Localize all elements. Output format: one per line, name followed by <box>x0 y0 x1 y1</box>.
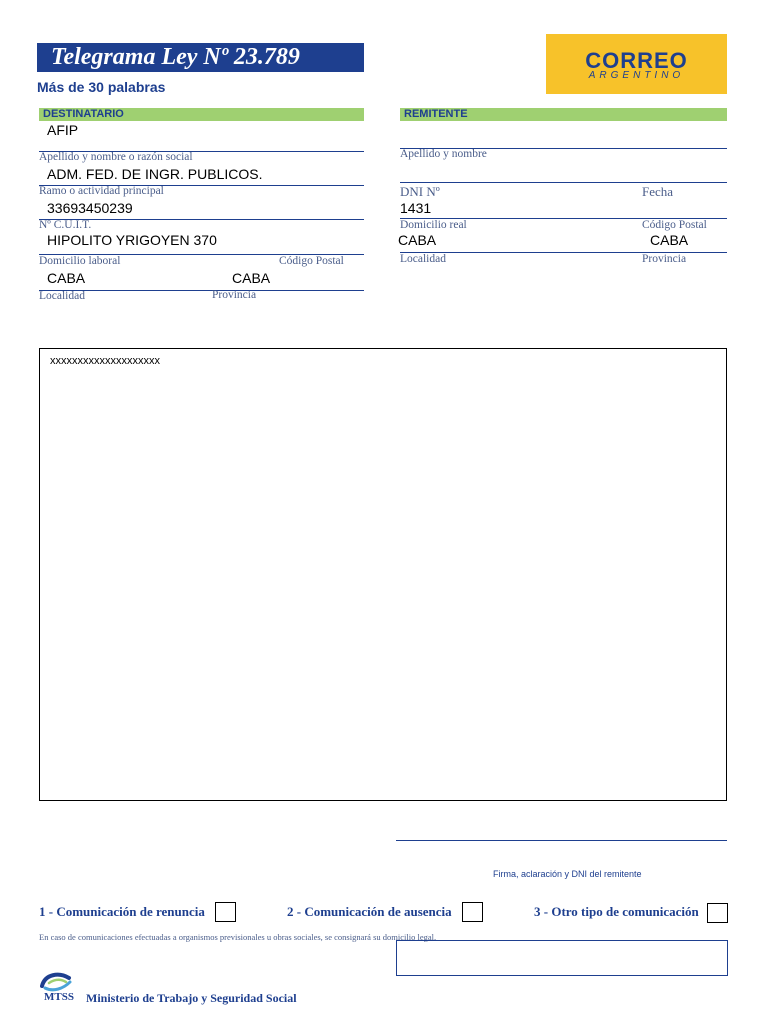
destinatario-localidad-rule <box>39 290 364 291</box>
ministry-name: Ministerio de Trabajo y Seguridad Social <box>86 991 297 1005</box>
remitente-fecha-label: Fecha <box>642 184 674 199</box>
remitente-dni-rule <box>400 182 727 183</box>
destinatario-name-value[interactable]: AFIP <box>47 122 79 138</box>
remitente-provincia-value[interactable]: CABA <box>650 232 689 248</box>
remitente-header: REMITENTE <box>400 108 727 121</box>
form-subtitle: Más de 30 palabras <box>37 79 166 95</box>
message-textbox[interactable] <box>39 348 727 801</box>
destinatario-provincia-value[interactable]: CABA <box>232 270 271 286</box>
remitente-name-label: Apellido y nombre <box>400 148 487 160</box>
destinatario-domicilio-value[interactable]: HIPOLITO YRIGOYEN 370 <box>47 232 217 248</box>
mtss-abbr: MTSS <box>44 991 74 1003</box>
destinatario-cp-label: Código Postal <box>279 255 344 267</box>
remitente-dni-label: DNI Nº <box>400 184 440 199</box>
correo-argentino-logo <box>546 34 727 94</box>
destinatario-ramo-value[interactable]: ADM. FED. DE INGR. PUBLICOS. <box>47 166 263 182</box>
option-otro-label: 3 - Otro tipo de comunicación <box>534 904 699 919</box>
legal-note: En caso de comunicaciones efectuadas a organismos previsionales u obras sociales, se consignará su domicilio legal. <box>39 932 437 942</box>
destinatario-provincia-label: Provincia <box>212 289 257 301</box>
destinatario-header: DESTINATARIO <box>39 108 364 121</box>
remitente-localidad-label: Localidad <box>400 253 446 265</box>
destinatario-cuit-value[interactable]: 33693450239 <box>47 200 133 216</box>
option-otro-checkbox[interactable] <box>707 903 728 923</box>
option-ausencia-checkbox[interactable] <box>462 902 483 922</box>
logo-main-text: CORREO <box>585 48 688 73</box>
remitente-cp-label: Código Postal <box>642 219 707 231</box>
domicilio-legal-box[interactable] <box>396 940 728 976</box>
logo-sub-text: ARGENTINO <box>588 70 685 81</box>
remitente-dni-value[interactable]: 1431 <box>400 200 432 216</box>
destinatario-cuit-label: Nº C.U.I.T. <box>39 219 92 231</box>
option-renuncia-label: 1 - Comunicación de renuncia <box>39 904 205 919</box>
destinatario-name-label: Apellido y nombre o razón social <box>39 151 193 163</box>
destinatario-domicilio-label: Domicilio laboral <box>39 255 121 267</box>
signature-line <box>396 840 727 841</box>
option-renuncia-checkbox[interactable] <box>215 902 236 922</box>
signature-caption: Firma, aclaración y DNI del remitente <box>493 869 642 879</box>
option-ausencia-label: 2 - Comunicación de ausencia <box>287 904 452 919</box>
destinatario-localidad-value[interactable]: CABA <box>47 270 86 286</box>
message-text: xxxxxxxxxxxxxxxxxxxx <box>50 355 160 367</box>
destinatario-localidad-label: Localidad <box>39 290 85 302</box>
remitente-domicilio-label: Domicilio real <box>400 219 467 231</box>
destinatario-ramo-label: Ramo o actividad principal <box>39 185 164 197</box>
form-title: Telegrama Ley Nº 23.789 <box>37 43 364 72</box>
remitente-provincia-label: Provincia <box>642 253 687 265</box>
remitente-localidad-value[interactable]: CABA <box>398 232 437 248</box>
